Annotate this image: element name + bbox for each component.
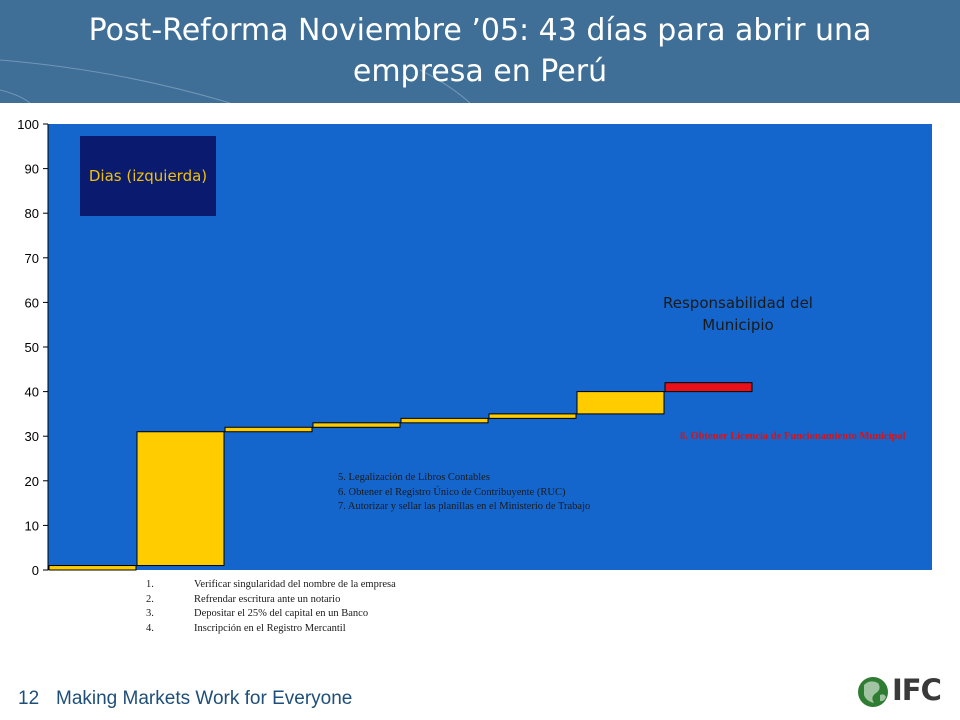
bottom-steps-list — [146, 578, 416, 636]
slide-title: Post-Reforma Noviembre ’05: 43 días para abrir una empresa en Perú — [88, 13, 872, 89]
slide-header — [0, 0, 960, 103]
bar-step-7 — [577, 392, 664, 414]
mid-steps-list — [338, 471, 638, 515]
bar-step-2 — [137, 432, 224, 566]
y-tick-label: 0 — [31, 563, 39, 578]
step-3-number: 3. — [146, 608, 154, 619]
y-tick-label: 10 — [24, 518, 39, 534]
step-2-text: Refrendar escritura ante un notario — [194, 593, 341, 605]
y-tick-label: 60 — [24, 295, 39, 311]
footer-tagline: Making Markets Work for Everyone — [56, 688, 353, 709]
step-3-text: Depositar el 25% del capital en un Banco — [194, 608, 369, 619]
step-4-number: 4. — [146, 622, 154, 634]
step-4-text: Inscripción en el Registro Mercantil — [194, 622, 346, 634]
bar-step-8 — [665, 383, 752, 392]
y-tick-label: 90 — [24, 161, 39, 177]
y-tick-label: 30 — [24, 429, 39, 445]
y-tick-label: 20 — [24, 473, 39, 489]
step-1-number: 1. — [146, 579, 154, 590]
step-1-row — [146, 578, 416, 593]
step-4-row — [146, 622, 416, 637]
municipality-label: Responsabilidad del Municipio — [663, 294, 813, 334]
bar-step-6 — [489, 414, 576, 418]
bar-step-4 — [313, 423, 400, 427]
y-tick-label: 70 — [24, 250, 39, 266]
step-2-row — [146, 593, 416, 608]
step-3-row — [146, 607, 416, 622]
ifc-logo-text: IFC — [892, 673, 941, 707]
bar-step-1 — [49, 566, 136, 570]
bar-step-3 — [225, 427, 312, 431]
y-tick-label: 100 — [17, 117, 39, 132]
municipality-step-label — [670, 430, 940, 444]
step-5-text: 5. Legalización de Libros Contables — [338, 472, 490, 483]
y-axis — [17, 117, 48, 578]
y-tick-label: 80 — [24, 206, 39, 222]
y-tick-label: 40 — [24, 384, 39, 400]
y-tick-label: 50 — [24, 340, 39, 355]
page-number: 12 — [18, 688, 40, 709]
legend-box: Dias (izquierda) — [80, 136, 216, 216]
step-1-text: Verificar singularidad del nombre de la empresa — [194, 579, 396, 590]
step-7-text: 7. Autorizar y sellar las planillas en el Ministerio de Trabajo — [338, 501, 591, 512]
step-8-text: 8. Obtener Licencia de Funcionamiento Municipal — [680, 431, 906, 442]
step-6-text: 6. Obtener el Registro Único de Contribuyente (RUC) — [338, 486, 566, 498]
step-2-number: 2. — [146, 593, 154, 605]
bar-step-5 — [401, 418, 488, 422]
